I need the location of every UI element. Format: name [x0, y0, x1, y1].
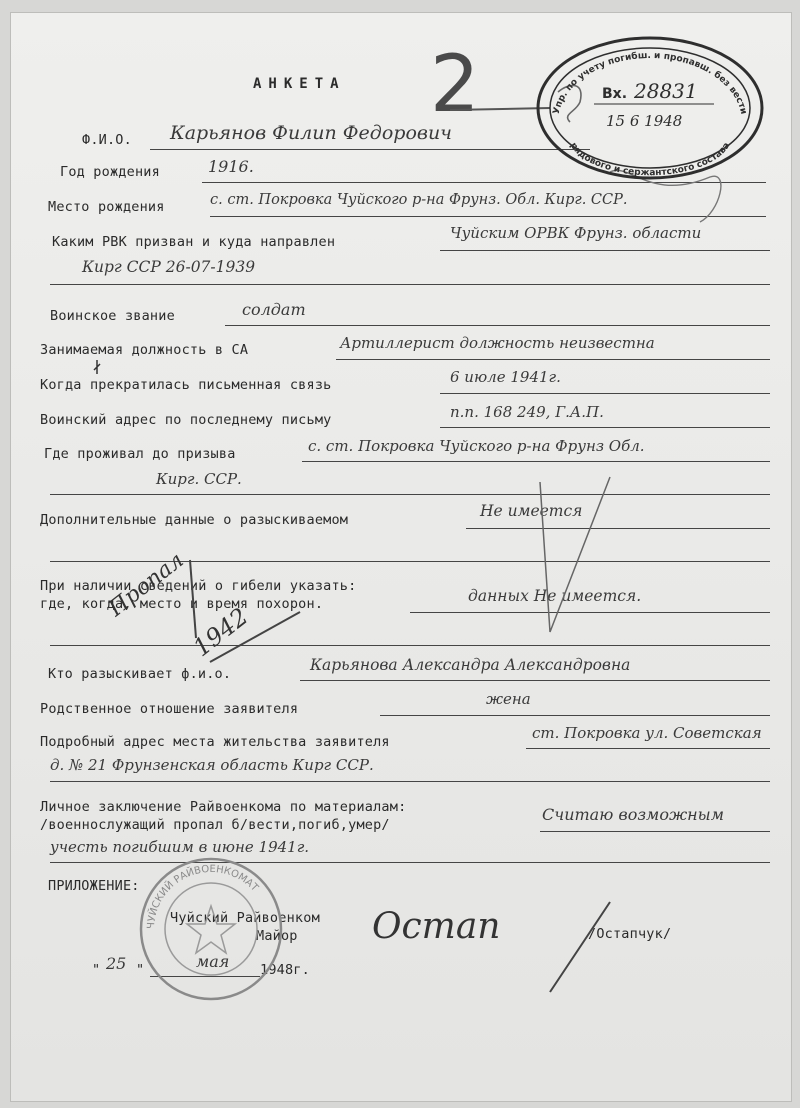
position-value: Артиллерист должность неизвестна — [340, 334, 655, 352]
stamp-in-label: Вх. — [602, 86, 628, 102]
rvk-label: Каким РВК призван и куда направлен — [52, 234, 336, 250]
date-year: 1948г. — [260, 962, 310, 978]
date-day: 25 — [106, 954, 127, 973]
lived-value-2: Кирг. ССР. — [156, 470, 242, 488]
stamp-text-top: Упр. по учету погибш. и пропавш. без вести — [551, 50, 749, 116]
conclusion-value-2: учесть погибшим в июне 1941г. — [50, 838, 310, 856]
extra-label: Дополнительные данные о разыскиваемом — [40, 512, 349, 528]
pencil-number: 2 — [430, 40, 480, 130]
rank-label: Воинское звание — [50, 308, 175, 324]
date-month: мая — [196, 952, 230, 971]
appendix-label: ПРИЛОЖЕНИЕ: — [48, 878, 140, 894]
seeker-label: Кто разыскивает ф.и.о. — [48, 666, 232, 682]
lived-label: Где проживал до призыва — [44, 446, 236, 462]
lived-value: с. ст. Покровка Чуйского р-на Фрунз Обл. — [308, 437, 645, 455]
rank-value: солдат — [242, 300, 306, 319]
svg-text:рядового и сержантского состав — [568, 141, 733, 178]
signer-title: Чуйский Райвоенком — [170, 910, 320, 926]
relation-value: жена — [486, 690, 531, 708]
death-value: данных Не имеется. — [468, 587, 642, 605]
applicant-address-value: ст. Покровка ул. Советская — [532, 724, 762, 742]
stamp-text-bottom: рядового и сержантского состава — [567, 140, 733, 179]
stamp-date: 15 6 1948 — [606, 112, 683, 130]
conclusion-label-1: Личное заключение Райвоенкома по материалам: — [40, 799, 407, 815]
signer-rank: Майор — [256, 928, 298, 944]
date-quote-open: " — [92, 962, 101, 978]
extra-value: Не имеется — [480, 502, 583, 520]
birth-label: Год рождения — [60, 164, 160, 180]
rvk-value: Чуйским ОРВК Фрунз. области — [450, 224, 702, 242]
fio-value: Карьянов Филип Федорович — [170, 122, 453, 144]
birth-value: 1916. — [208, 157, 254, 176]
round-seal — [136, 854, 286, 1004]
signer-name: /Остапчук/ — [588, 926, 672, 942]
form-title: АНКЕТА — [253, 76, 346, 92]
handwritten-signature: Остап — [372, 906, 501, 947]
conclusion-label-2: /военнослужащий пропал б/вести,погиб,умер/ — [40, 817, 390, 833]
fio-label: Ф.И.О. — [82, 132, 132, 148]
relation-label: Родственное отношение заявителя — [40, 701, 299, 717]
seeker-value: Карьянова Александра Александровна — [310, 656, 631, 674]
place-value: с. ст. Покровка Чуйского р-на Фрунз. Обл. Кирг. ССР. — [210, 192, 628, 208]
applicant-address-label: Подробный адрес места жительства заявителя — [40, 734, 390, 750]
questionnaire-sheet — [10, 12, 792, 1102]
pencil-note-missing: Пропал — [104, 547, 189, 622]
registration-stamp — [534, 26, 766, 180]
date-quote-close: " — [136, 962, 145, 978]
death-label-2: где, когда, место и время похорон. — [40, 596, 324, 612]
military-address-label: Воинский адрес по последнему письму — [40, 412, 332, 428]
seal-text: ЧУЙСКИЙ РАЙВОЕНКОМАТ — [145, 863, 260, 930]
stamp-number: 28831 — [634, 79, 698, 103]
military-address-value: п.п. 168 249, Г.А.П. — [450, 403, 604, 421]
death-label-1: При наличии сведений о гибели указать: — [40, 578, 357, 594]
lost-contact-label: Когда прекратилась письменная связь — [40, 377, 332, 393]
conclusion-value: Считаю возможным — [542, 805, 724, 824]
pencil-note-year: 1942 — [188, 602, 254, 663]
rvk-value-2: Кирг ССР 26-07-1939 — [82, 258, 256, 276]
lost-contact-value: 6 июле 1941г. — [450, 368, 561, 386]
place-label: Место рождения — [48, 199, 165, 215]
position-label: Занимаемая должность в СА — [40, 342, 249, 358]
applicant-address-value-2: д. № 21 Фрунзенская область Кирг ССР. — [50, 756, 374, 774]
